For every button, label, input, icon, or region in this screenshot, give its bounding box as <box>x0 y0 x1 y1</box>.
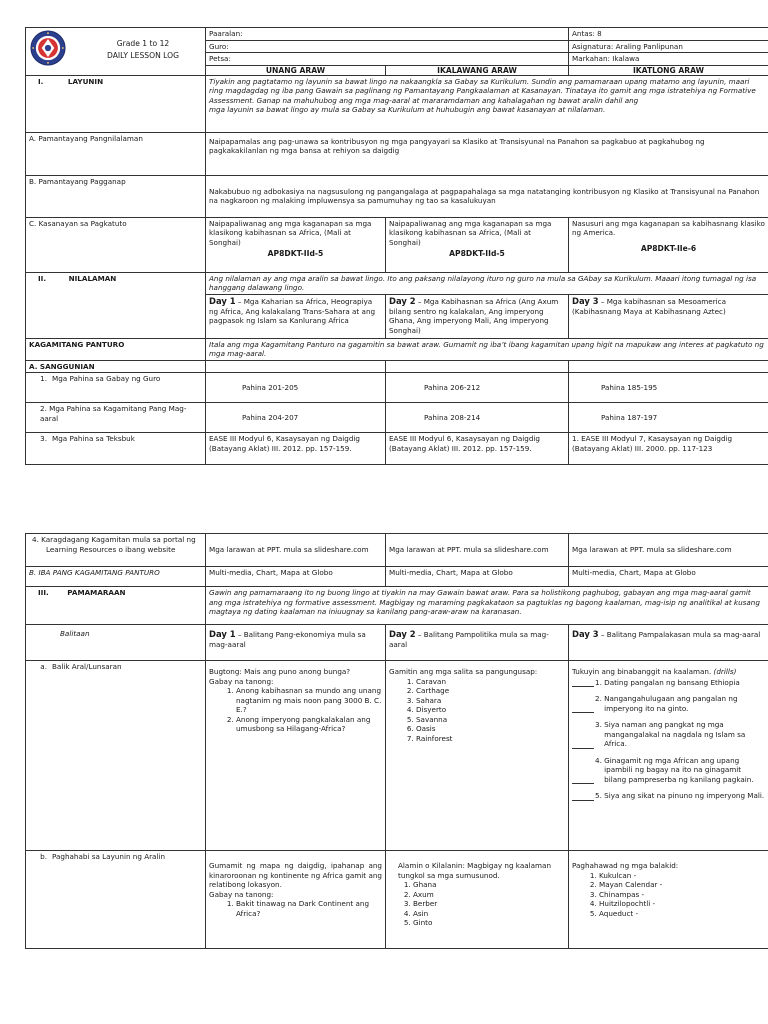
day-col-2: IKALAWANG ARAW <box>386 65 569 75</box>
kagamitan-row <box>26 338 768 360</box>
pamamaraan-text: Gawin ang pamamaraang ito ng buong lingo at tiyakin na may Gawain bawat araw. Para sa holistikong paghubog, gabayan ang mga mag-aaral gamit ang mga istratehiya ng formative assessment. Magbigay ng maraming pagkakataon sa pagtuklas ng bagong kaalaman, mag-isip ng analitikal at kusang magtaya ng dating kaalaman na iniuugnay sa kanilang pang-araw-araw na karanasan. <box>206 587 768 625</box>
kasanayan-day1 <box>206 217 386 272</box>
balitaan-day2-label: Day 2 <box>389 629 416 639</box>
balitaan-day2-text: – Balitang Pampolitika mula sa mag-aaral <box>389 630 549 650</box>
layunin-roman: I. <box>38 76 44 86</box>
teksbuk-day1: EASE III Modyul 6, Kasaysayan ng Daigdig (Batayang Aklat) III. 2012. pp. 157-159. <box>206 433 386 465</box>
kagamitang-mag-aaral-day3: Pahina 187-197 <box>569 403 768 433</box>
balik-aral-day3-intro <box>572 667 765 677</box>
day-col-1: UNANG ARAW <box>206 65 386 75</box>
header-title-cell <box>26 28 206 76</box>
deped-seal-icon <box>30 30 66 66</box>
drill-item <box>572 791 765 801</box>
sanggunian-empty-2 <box>386 360 569 373</box>
paghahabi-day2-items <box>398 880 565 928</box>
paghahabi-day2-intro: Alamin o Kilalanin: Magbigay ng kaalaman tungkol sa mga sumusunod. <box>398 861 552 880</box>
iba-pang-row <box>26 567 768 587</box>
balakid-item: 5. Aqueduct - <box>599 909 765 919</box>
kasanayan-day2 <box>386 217 569 272</box>
nilalaman-day3-text: – Mga kabihasnan sa Mesoamerica (Kabihasnang Maya at Kabihasnang Aztec) <box>572 296 727 316</box>
teksbuk-text: Mga Pahina sa Teksbuk <box>52 434 135 443</box>
paghahabi-label <box>26 851 206 949</box>
drill-num: 4. <box>595 755 602 765</box>
balitaan-day3 <box>569 625 768 661</box>
pamamaraan-roman: III. <box>38 588 49 597</box>
paghahabi-day3-items <box>572 871 765 919</box>
paghahabi-text: Paghahabi sa Layunin ng Aralin <box>52 852 166 861</box>
paghahabi-day3 <box>569 851 768 949</box>
nilalaman-day2 <box>386 294 569 338</box>
drill-text: Siya ang sikat na pinuno ng imperyong Mali. <box>604 791 765 800</box>
balakid-item: 1. Kukulcan - <box>599 871 765 881</box>
lesson-log-table-2 <box>25 533 768 949</box>
drill-num: 2. <box>595 694 602 703</box>
answer-blank[interactable] <box>572 791 594 801</box>
balik-aral-day2-words <box>389 677 565 744</box>
karagdagang-text: Karagdagang Kagamitan mula sa portal ng Learning Resources o ibang website <box>41 535 196 554</box>
balitaan-day1 <box>206 625 386 661</box>
balik-aral-day1-questions <box>209 686 382 734</box>
balitaan-day3-label: Day 3 <box>572 629 599 639</box>
drill-num: 5. <box>595 791 602 800</box>
drill-text: Nangangahulugaan ang pangalan ng imperyong ito na ginto. <box>604 694 738 713</box>
iba-pang-day1: Multi-media, Chart, Mapa at Globo <box>206 567 386 587</box>
word-item: 3. Sahara <box>416 696 565 706</box>
layunin-label <box>26 75 206 132</box>
balik-aral-day1-q1: 1. Anong kabihasnan sa mundo ang unang nagtanim ng mais noon pang 3000 B. C. E.? <box>236 686 382 715</box>
drill-item <box>572 756 765 785</box>
kagamitang-mag-aaral-num: 2. <box>40 404 47 413</box>
sanggunian-empty-1 <box>206 360 386 373</box>
antas-field: Antas: 8 <box>569 28 768 41</box>
kasanayan-day1-code: AP8DKT-IId-5 <box>267 249 324 258</box>
layunin-row <box>26 75 768 132</box>
balik-aral-day3-drills: (drills) <box>713 667 737 676</box>
paghahabi-day3-intro: Paghahawad ng mga balakid: <box>572 861 679 870</box>
nilalaman-day1-text: – Mga Kaharian sa Africa, Heograpiya ng Africa, Ang kalakalang Trans-Sahara at ang pagpasok ng Islam sa Kanlurang Africa <box>209 296 376 326</box>
balitaan-label: Balitaan <box>26 625 206 661</box>
term-item: 1. Ghana <box>413 880 565 890</box>
paghahabi-day1-questions <box>209 899 382 918</box>
pagganap-row <box>26 175 768 217</box>
balik-aral-day1 <box>206 661 386 851</box>
nilalaman-day1-label: Day 1 <box>209 295 236 306</box>
balitaan-day1-text: – Balitang Pang-ekonomiya mula sa mag-aaral <box>209 630 366 650</box>
drill-num: 1. <box>595 677 602 687</box>
balitaan-row <box>26 625 768 661</box>
balik-aral-day2 <box>386 661 569 851</box>
nilalaman-text: Ang nilalaman ay ang mga aralin sa bawat lingo. Ito ang paksang nilalayong ituro ng guro na mula sa GAbay sa Kurikulum. Maaari itong tumagal ng isa hanggang dalawang lingo. <box>206 272 768 294</box>
answer-blank[interactable] <box>572 678 594 688</box>
teksbuk-row <box>26 433 768 465</box>
answer-blank[interactable] <box>572 694 594 713</box>
kasanayan-day2-text: Naipapaliwanag ang mga kaganapan sa mga klasikong kabihasnan sa Africa, (Mali at Songhai) <box>389 218 552 247</box>
iba-pang-label: B. IBA PANG KAGAMITANG PANTURO <box>26 567 206 587</box>
gabay-guro-num: 1. <box>40 374 47 383</box>
kasanayan-day2-code: AP8DKT-IId-5 <box>449 249 505 258</box>
answer-blank[interactable] <box>572 756 594 785</box>
layunin-text-1: Tiyakin ang pagtatamo ng layunin sa bawat lingo na nakaangkla sa Gabay sa Kurikulum. Sundin ang pamamaraan upang matamo ang layunin, maari ring magdagdag ng iba pang Gawain sa paglinang ng Pamantayang Pangkaalaman at Kasanayan. Tinataya ito gamit ang mga istratehiya ng Formative Assessment. Ganap na mahuhubog ang mga mag-aaral at mararamdaman ang kahalagahan ng bawat aralin dahil ang <box>209 76 756 105</box>
karagdagang-label <box>26 534 206 567</box>
asignatura-field: Asignatura: Araling Panlipunan <box>569 40 768 53</box>
paghahabi-day1-text: Gumamit ng mapa ng daigdig, ipahanap ang kinaroroonan ng kontinente ng Africa gamit ang relatibong lokasyon. <box>209 861 382 889</box>
karagdagang-day1: Mga larawan at PPT. mula sa slideshare.com <box>206 534 386 567</box>
balik-aral-day2-intro: Gamitin ang mga salita sa pangungusap: <box>389 667 538 676</box>
teksbuk-day2: EASE III Modyul 6, Kasaysayan ng Daigdig (Batayang Aklat) III. 2012. pp. 157-159. <box>386 433 569 465</box>
pagganap-label: B. Pamantayang Pagganap <box>26 175 206 217</box>
karagdagang-day2: Mga larawan at PPT. mula sa slideshare.com <box>386 534 569 567</box>
pangnilalaman-text: Naipapamalas ang pag-unawa sa kontribusyon ng mga pangyayari sa Klasiko at Transisyunal na Panahon sa pagkabuo at pagkahubog ng pagkakakilanlan ng mga bansa at rehiyon sa daigdig <box>206 132 768 175</box>
teksbuk-num: 3. <box>40 434 47 443</box>
paghahabi-day1-q1: 1. Bakit tinawag na Dark Continent ang Africa? <box>236 899 382 918</box>
word-item: 5. Savanna <box>416 715 565 725</box>
drill-text: Ginagamit ng mga African ang upang ipambili ng bagay na ito na ginagamit bilang pampreserba ng kanilang pagkain. <box>604 755 754 784</box>
day-col-3: IKATLONG ARAW <box>569 65 768 75</box>
paghahabi-day2 <box>386 851 569 949</box>
term-item: 4. Asin <box>413 909 565 919</box>
word-item: 7. Rainforest <box>416 734 565 744</box>
kasanayan-day3 <box>569 217 768 272</box>
lesson-log-title <box>88 38 198 62</box>
pamamaraan-label-text: PAMAMARAAN <box>67 588 126 597</box>
balik-aral-day3-intro-text: Tukuyin ang binabanggit na kaalaman. <box>572 667 712 676</box>
kagamitang-mag-aaral-label <box>26 403 206 433</box>
balik-aral-label <box>26 661 206 851</box>
term-item: 5. Ginto <box>413 918 565 928</box>
balitaan-day3-text: – Balitang Pampalakasan mula sa mag-aaral <box>598 630 761 639</box>
nilalaman-day3-label: Day 3 <box>572 295 599 306</box>
layunin-text <box>206 75 768 132</box>
sanggunian-empty-3 <box>569 360 768 373</box>
balitaan-day2 <box>386 625 569 661</box>
balakid-item: 3. Chinampas - <box>599 890 765 900</box>
lesson-log-page-2 <box>25 533 768 949</box>
paaralan-field: Paaralan: <box>206 28 569 41</box>
drill-num: 3. <box>595 720 602 729</box>
guro-field: Guro: <box>206 40 569 53</box>
answer-blank[interactable] <box>572 720 594 749</box>
markahan-field: Markahan: Ikalawa <box>569 53 768 66</box>
kasanayan-day3-code: AP8DKT-IIe-6 <box>640 243 697 253</box>
nilalaman-row <box>26 272 768 294</box>
gabay-guro-day2: Pahina 206-212 <box>386 373 569 403</box>
nilalaman-roman: II. <box>38 273 47 283</box>
kasanayan-day1-text: Naipapaliwanag ang mga kaganapan sa mga klasikong kabihasnan sa Africa, (Mali at Songhai) <box>209 218 372 247</box>
drill-text: Dating pangalan ng bansang Ethiopia <box>604 677 740 687</box>
iba-pang-day2: Multi-media, Chart, Mapa at Globo <box>386 567 569 587</box>
layunin-text-2: mga layunin sa bawat lingo ay mula sa Gabay sa Kurikulum at huhubugin ang bawat kasanayan at nilalaman. <box>209 105 606 114</box>
lesson-log-page-1 <box>25 27 768 465</box>
gabay-guro-text: Mga Pahina sa Gabay ng Guro <box>52 374 161 383</box>
drill-item <box>572 694 765 713</box>
word-item: 6. Oasis <box>416 724 565 734</box>
balik-aral-day1-bugtong: Bugtong: Mais ang puno anong bunga? <box>209 667 351 676</box>
pangnilalaman-row <box>26 132 768 175</box>
balitaan-day1-label: Day 1 <box>209 629 236 639</box>
kagamitang-mag-aaral-text: Mga Pahina sa Kagamitang Pang Mag-aaral <box>40 404 187 423</box>
gabay-guro-day3: Pahina 185-195 <box>569 373 768 403</box>
drill-item <box>572 720 765 749</box>
drill-item <box>572 678 765 688</box>
kasanayan-row <box>26 217 768 272</box>
teksbuk-label <box>26 433 206 465</box>
nilalaman-day1 <box>206 294 386 338</box>
balik-aral-day3 <box>569 661 768 851</box>
paghahabi-row <box>26 851 768 949</box>
paghahabi-day1-gabay: Gabay na tanong: <box>209 889 274 899</box>
balik-aral-num: a. <box>40 662 47 671</box>
sanggunian-label: A. SANGGUNIAN <box>26 360 206 373</box>
kagamitang-mag-aaral-day2: Pahina 208-214 <box>386 403 569 433</box>
gabay-guro-day1: Pahina 201-205 <box>206 373 386 403</box>
nilalaman-day3 <box>569 294 768 338</box>
balik-aral-day1-q2: 2. Anong imperyong pangkalakalan ang umusbong sa Hilagang-Africa? <box>236 715 382 734</box>
word-item: 2. Carthage <box>416 686 565 696</box>
title-line-1: Grade 1 to 12 <box>116 39 170 48</box>
nilalaman-day2-label: Day 2 <box>389 295 416 306</box>
paghahabi-num: b. <box>40 852 47 861</box>
title-line-2: DAILY LESSON LOG <box>107 51 179 60</box>
drill-text: Siya naman ang pangkat ng mga mangangalakal na nagdala ng Islam sa Africa. <box>604 720 746 748</box>
karagdagang-num: 4. <box>32 535 39 544</box>
balik-aral-day1-gabay: Gabay na tanong: <box>209 676 274 686</box>
petsa-field: Petsa: <box>206 53 569 66</box>
balik-aral-row <box>26 661 768 851</box>
kagamitang-mag-aaral-row <box>26 403 768 433</box>
lesson-log-table-1 <box>25 27 768 465</box>
balakid-item: 2. Mayan Calendar - <box>599 880 765 890</box>
layunin-label-text: LAYUNIN <box>67 76 104 86</box>
kasanayan-day3-text: Nasusuri ang mga kaganapan sa kabihasnang klasiko ng America. <box>572 218 765 237</box>
nilalaman-label-text: NILALAMAN <box>68 273 117 283</box>
kagamitang-mag-aaral-day1: Pahina 204-207 <box>206 403 386 433</box>
paghahabi-day1 <box>206 851 386 949</box>
iba-pang-day3: Multi-media, Chart, Mapa at Globo <box>569 567 768 587</box>
kagamitan-label: KAGAMITANG PANTURO <box>26 338 206 360</box>
balik-aral-text: Balik Aral/Lunsaran <box>52 662 122 671</box>
word-item: 4. Disyerto <box>416 705 565 715</box>
term-item: 2. Axum <box>413 890 565 900</box>
karagdagang-row <box>26 534 768 567</box>
balakid-item: 4. Huitzilopochtli - <box>599 899 765 909</box>
kagamitan-text: Itala ang mga Kagamitang Panturo na gagamitin sa bawat araw. Gumamit ng iba’t ibang kagamitan upang higit na mapukaw ang interes at pagkatuto ng mga mag-aaral. <box>206 338 768 360</box>
gabay-guro-label <box>26 373 206 403</box>
pamamaraan-row <box>26 587 768 625</box>
word-item: 1. Caravan <box>416 677 565 687</box>
nilalaman-day2-text: – Mga Kabihasnan sa Africa (Ang Axum bilang sentro ng kalakalan, Ang imperyong Ghana, Ang imperyong Mali, Ang imperyong Songhai) <box>389 296 559 335</box>
term-item: 3. Berber <box>413 899 565 909</box>
karagdagang-day3: Mga larawan at PPT. mula sa slideshare.com <box>569 534 768 567</box>
kasanayan-label: C. Kasanayan sa Pagkatuto <box>26 217 206 272</box>
gabay-guro-row <box>26 373 768 403</box>
pagganap-text: Nakabubuo ng adbokasiya na nagsusulong ng pangangalaga at pagpapahalaga sa mga natatanging kontribusyon ng Klasiko at Transisyunal na Panahon na nagkaroon ng malaking impluwensya sa pamumuhay ng tao sa kasalukuyan <box>206 175 768 217</box>
nilalaman-label <box>26 272 206 338</box>
pamamaraan-label <box>26 587 206 625</box>
pangnilalaman-label: A. Pamantayang Pangnilalaman <box>26 132 206 175</box>
sanggunian-row <box>26 360 768 373</box>
teksbuk-day3: 1. EASE III Modyul 7, Kasaysayan ng Daigdig (Batayang Aklat) III. 2000. pp. 117-123 <box>569 433 768 465</box>
